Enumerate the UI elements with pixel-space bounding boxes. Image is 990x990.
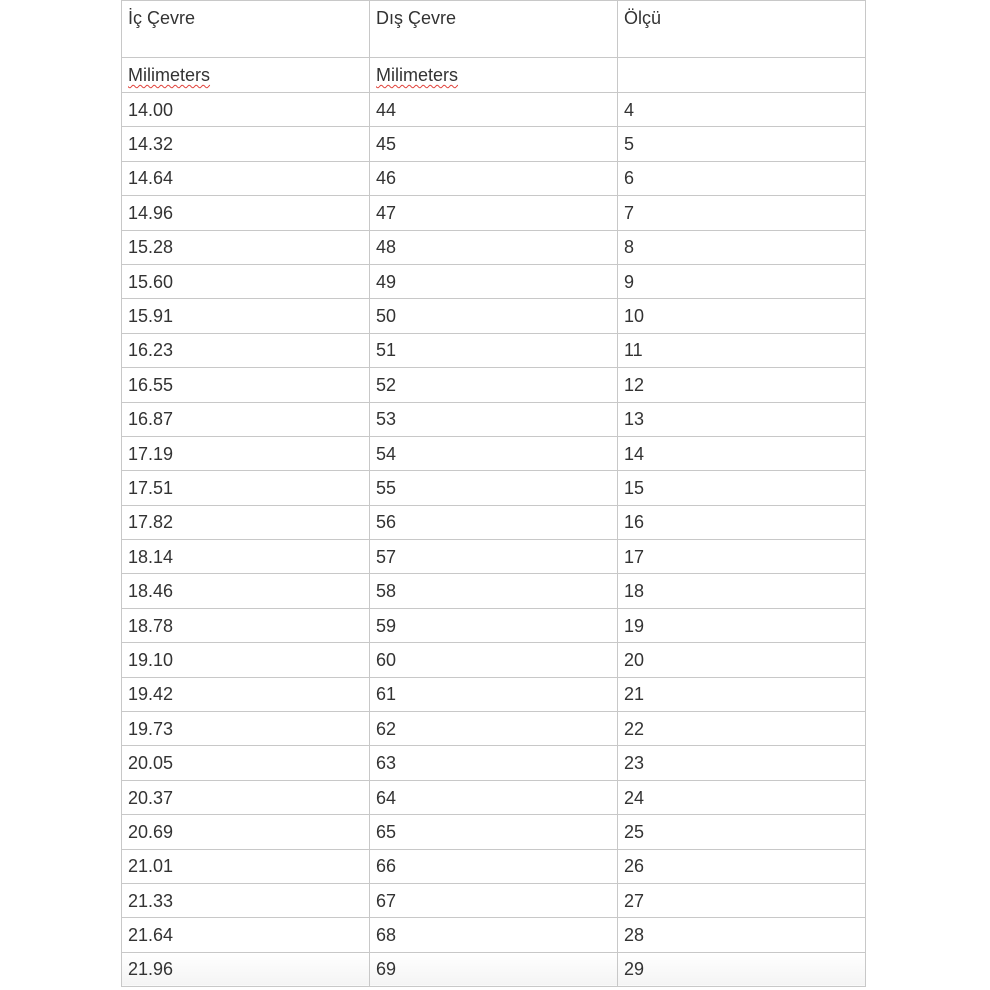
ring-size-table <box>121 0 866 987</box>
size-cell: 21 <box>618 677 866 711</box>
table-row <box>122 574 866 608</box>
outer-circumference-cell: 55 <box>370 471 618 505</box>
inner-circumference-cell: 14.64 <box>122 161 370 195</box>
unit-cell-size <box>618 58 866 93</box>
table-row <box>122 368 866 402</box>
size-cell: 7 <box>618 196 866 230</box>
unit-cell-inner <box>122 58 370 93</box>
size-cell: 20 <box>618 643 866 677</box>
size-cell: 23 <box>618 746 866 780</box>
outer-circumference-cell: 64 <box>370 780 618 814</box>
table-row <box>122 230 866 264</box>
size-cell: 29 <box>618 952 866 986</box>
inner-circumference-cell: 18.78 <box>122 608 370 642</box>
unit-row <box>122 58 866 93</box>
outer-circumference-cell: 62 <box>370 712 618 746</box>
size-cell: 13 <box>618 402 866 436</box>
table-row <box>122 643 866 677</box>
outer-circumference-cell: 68 <box>370 918 618 952</box>
table-row <box>122 952 866 986</box>
table-row <box>122 918 866 952</box>
table-row <box>122 93 866 127</box>
size-cell: 15 <box>618 471 866 505</box>
inner-circumference-cell: 15.28 <box>122 230 370 264</box>
size-cell: 18 <box>618 574 866 608</box>
header-size: Ölçü <box>618 1 866 58</box>
size-cell: 28 <box>618 918 866 952</box>
inner-circumference-cell: 20.37 <box>122 780 370 814</box>
outer-circumference-cell: 56 <box>370 505 618 539</box>
inner-circumference-cell: 16.87 <box>122 402 370 436</box>
outer-circumference-cell: 60 <box>370 643 618 677</box>
outer-circumference-cell: 50 <box>370 299 618 333</box>
outer-circumference-cell: 63 <box>370 746 618 780</box>
size-cell: 27 <box>618 883 866 917</box>
table-row <box>122 436 866 470</box>
size-cell: 14 <box>618 436 866 470</box>
outer-circumference-cell: 53 <box>370 402 618 436</box>
unit-label-inner: Milimeters <box>128 65 211 85</box>
size-cell: 17 <box>618 540 866 574</box>
inner-circumference-cell: 16.55 <box>122 368 370 402</box>
outer-circumference-cell: 65 <box>370 815 618 849</box>
size-cell: 16 <box>618 505 866 539</box>
inner-circumference-cell: 17.19 <box>122 436 370 470</box>
table-row <box>122 780 866 814</box>
inner-circumference-cell: 19.73 <box>122 712 370 746</box>
inner-circumference-cell: 18.46 <box>122 574 370 608</box>
outer-circumference-cell: 44 <box>370 93 618 127</box>
table-row <box>122 299 866 333</box>
outer-circumference-cell: 45 <box>370 127 618 161</box>
outer-circumference-cell: 59 <box>370 608 618 642</box>
inner-circumference-cell: 14.32 <box>122 127 370 161</box>
size-cell: 9 <box>618 264 866 298</box>
table-row <box>122 849 866 883</box>
table-row <box>122 402 866 436</box>
table-row <box>122 540 866 574</box>
size-cell: 25 <box>618 815 866 849</box>
table-row <box>122 333 866 367</box>
table-row <box>122 712 866 746</box>
table-row <box>122 677 866 711</box>
ring-size-table-body <box>122 1 866 987</box>
inner-circumference-cell: 15.91 <box>122 299 370 333</box>
inner-circumference-cell: 19.42 <box>122 677 370 711</box>
outer-circumference-cell: 46 <box>370 161 618 195</box>
size-cell: 5 <box>618 127 866 161</box>
outer-circumference-cell: 47 <box>370 196 618 230</box>
size-cell: 19 <box>618 608 866 642</box>
table-row <box>122 264 866 298</box>
size-cell: 8 <box>618 230 866 264</box>
inner-circumference-cell: 21.96 <box>122 952 370 986</box>
size-cell: 24 <box>618 780 866 814</box>
table-row <box>122 127 866 161</box>
size-cell: 11 <box>618 333 866 367</box>
inner-circumference-cell: 19.10 <box>122 643 370 677</box>
inner-circumference-cell: 21.01 <box>122 849 370 883</box>
header-outer-circumference: Dış Çevre <box>370 1 618 58</box>
inner-circumference-cell: 18.14 <box>122 540 370 574</box>
inner-circumference-cell: 14.96 <box>122 196 370 230</box>
outer-circumference-cell: 69 <box>370 952 618 986</box>
table-row <box>122 196 866 230</box>
outer-circumference-cell: 67 <box>370 883 618 917</box>
table-row <box>122 815 866 849</box>
size-cell: 12 <box>618 368 866 402</box>
inner-circumference-cell: 21.33 <box>122 883 370 917</box>
outer-circumference-cell: 61 <box>370 677 618 711</box>
table-row <box>122 505 866 539</box>
table-row <box>122 161 866 195</box>
size-cell: 22 <box>618 712 866 746</box>
table-row <box>122 883 866 917</box>
ring-size-table-container <box>121 0 866 987</box>
inner-circumference-cell: 17.82 <box>122 505 370 539</box>
unit-cell-outer <box>370 58 618 93</box>
header-row <box>122 1 866 58</box>
outer-circumference-cell: 58 <box>370 574 618 608</box>
inner-circumference-cell: 20.69 <box>122 815 370 849</box>
inner-circumference-cell: 15.60 <box>122 264 370 298</box>
outer-circumference-cell: 66 <box>370 849 618 883</box>
outer-circumference-cell: 49 <box>370 264 618 298</box>
table-row <box>122 608 866 642</box>
inner-circumference-cell: 21.64 <box>122 918 370 952</box>
inner-circumference-cell: 14.00 <box>122 93 370 127</box>
size-cell: 4 <box>618 93 866 127</box>
outer-circumference-cell: 57 <box>370 540 618 574</box>
size-cell: 10 <box>618 299 866 333</box>
size-cell: 6 <box>618 161 866 195</box>
table-row <box>122 471 866 505</box>
inner-circumference-cell: 17.51 <box>122 471 370 505</box>
inner-circumference-cell: 16.23 <box>122 333 370 367</box>
size-cell: 26 <box>618 849 866 883</box>
outer-circumference-cell: 48 <box>370 230 618 264</box>
outer-circumference-cell: 52 <box>370 368 618 402</box>
unit-label-outer: Milimeters <box>376 65 459 85</box>
table-row <box>122 746 866 780</box>
outer-circumference-cell: 54 <box>370 436 618 470</box>
inner-circumference-cell: 20.05 <box>122 746 370 780</box>
header-inner-circumference: İç Çevre <box>122 1 370 58</box>
outer-circumference-cell: 51 <box>370 333 618 367</box>
